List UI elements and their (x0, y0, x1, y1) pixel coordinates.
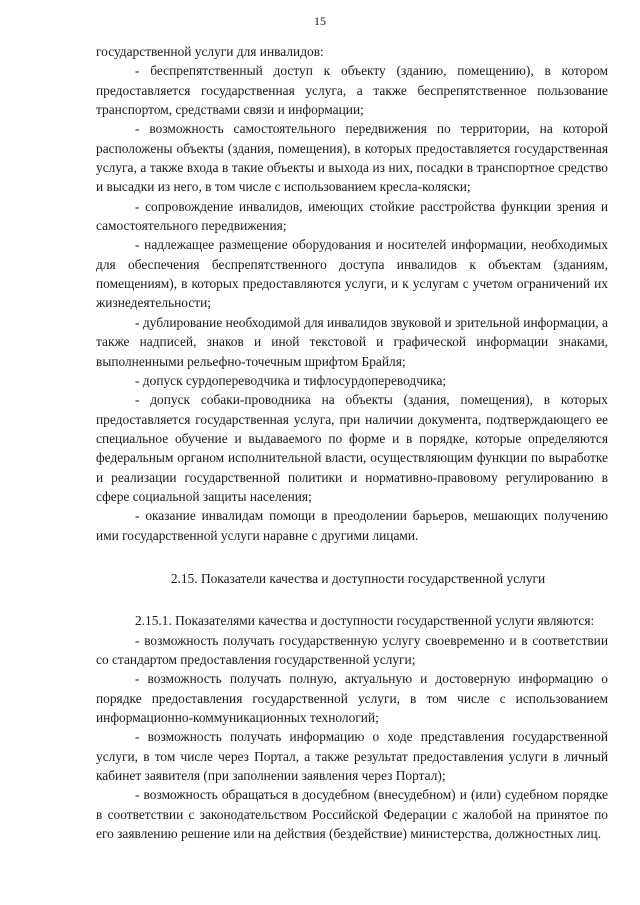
list-item: - возможность получать государственную услугу своевременно и в соответствии со стандартом предоставления государственной услуги; (96, 632, 608, 667)
list-item: - оказание инвалидам помощи в преодолении барьеров, мешающих получению ими государственной услуги наравне с другими лицами. (96, 508, 608, 543)
list-item: - дублирование необходимой для инвалидов звуковой и зрительной информации, а также надписей, знаков и иной текстовой и графической информации знаками, выполненными рельефно-точечным шрифтом Брайля; (96, 314, 608, 369)
list-item: - возможность получать информацию о ходе представления государственной услуги, в том числе через Портал, а также результат предоставления услуги в личный кабинет заявителя (при заполнении заявления через Портал); (96, 729, 608, 784)
list-item: - допуск сурдопереводчика и тифлосурдопереводчика; (135, 372, 447, 388)
page-number: 15 (314, 14, 326, 28)
list-item: - возможность обращаться в досудебном (внесудебном) и (или) судебном порядке в соответствии с законодательством Российской Федерации с жалобой на принятое по его заявлению решение или на действия (бездействие) министерства, должностных лиц. (96, 787, 608, 842)
document-body (96, 42, 608, 843)
paragraph: государственной услуги для инвалидов: (96, 44, 324, 59)
list-item: - сопровождение инвалидов, имеющих стойкие расстройства функции зрения и самостоятельного передвижения; (96, 198, 608, 234)
section-spacer (96, 588, 608, 611)
paragraph: 2.15.1. Показателями качества и доступности государственной услуги являются: (135, 613, 595, 629)
list-item: - беспрепятственный доступ к объекту (зданию, помещению), в котором предоставляется государственная услуга, а также беспрепятственное пользование транспортом, средствами связи и информации; (96, 63, 608, 118)
list-item: - возможность самостоятельного передвижения по территории, на которой расположены объекты (здания, помещения), в которых предоставляется государственная услуга, а также входа в такие объекты и выхода из них, посадки в транспортное средство и высадки из него, в том числе с использованием кресла-коляски; (96, 121, 608, 195)
list-item: - возможность получать полную, актуальную и достоверную информацию о порядке предоставления государственной услуги, в том числе с использованием информационно-коммуникационных технологий; (96, 671, 608, 725)
list-item: - надлежащее размещение оборудования и носителей информации, необходимых для обеспечения беспрепятственного доступа инвалидов к объектам (зданиям, помещениям), в которых предоставляются услуги, и к услугам с учетом ограничений их жизнедеятельности; (96, 237, 608, 311)
section-heading: 2.15. Показатели качества и доступности государственной услуги (170, 570, 546, 586)
list-item: - допуск собаки-проводника на объекты (здания, помещения), в которых предоставляется государственная услуга, при наличии документа, подтверждающего ее специальное обучение и выдаваемого по форме и в порядке, которые определяются федеральным органом исполнительной власти, осуществляющим функции по выработке и реализации государственной политики и нормативно-правовому регулированию в сфере социальной защиты населения; (96, 392, 608, 504)
